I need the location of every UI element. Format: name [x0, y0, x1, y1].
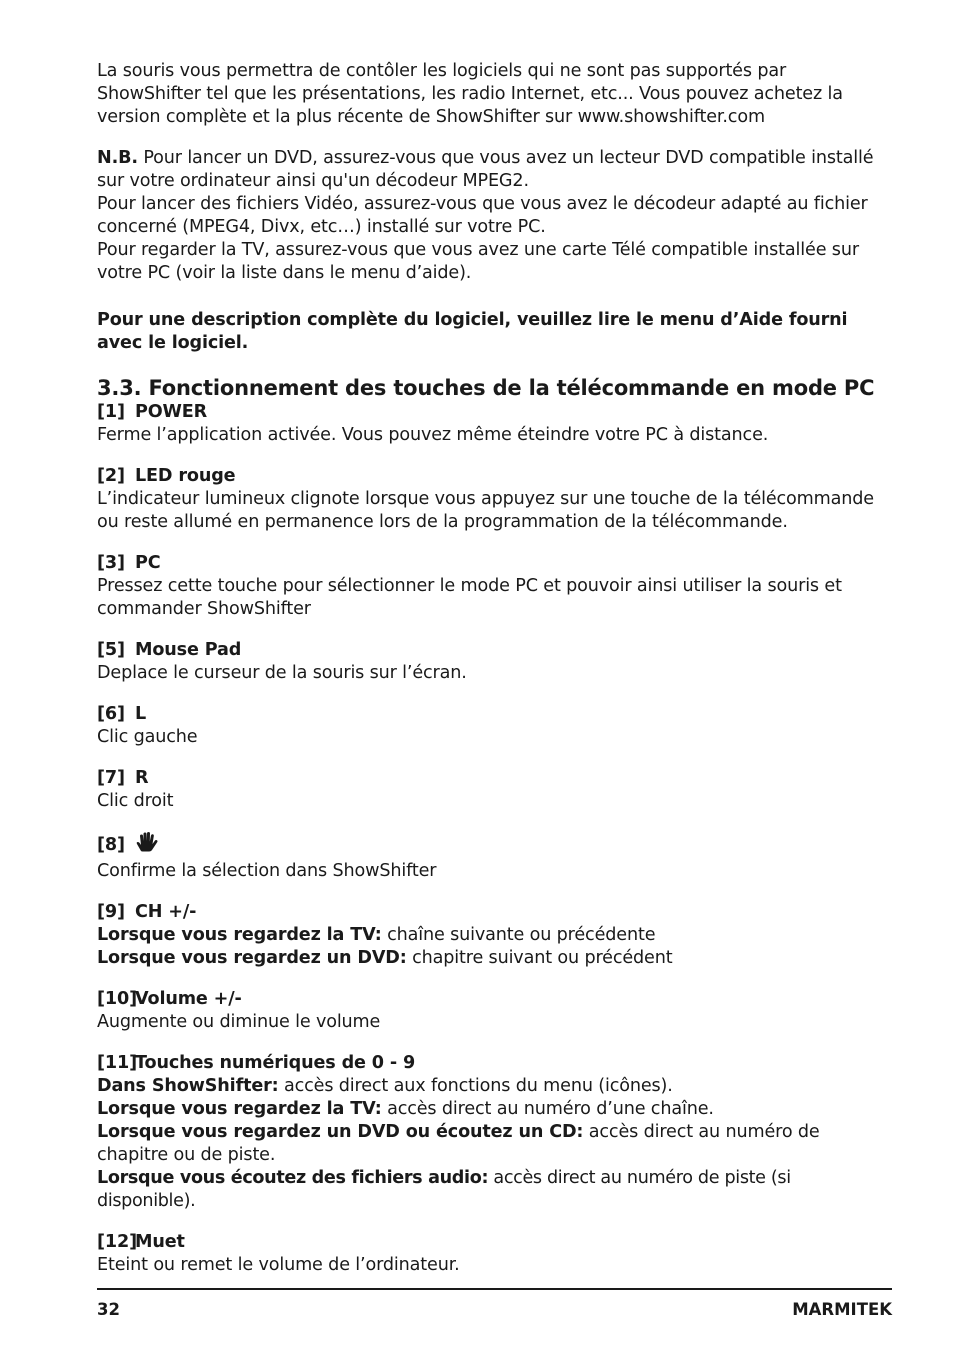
- item-name: LED rouge: [135, 466, 236, 486]
- item-line: [97, 1075, 892, 1098]
- item-line: [97, 924, 892, 947]
- item-description: L’indicateur lumineux clignote lorsque vous appuyez sur une touche de la télécommande ou reste allumé en permanence lors de la programmation de la télécommande.: [97, 489, 874, 532]
- item-l: [97, 703, 892, 749]
- item-line: [97, 1167, 892, 1213]
- item-line: [97, 1121, 892, 1167]
- line-label: Lorsque vous regardez la TV:: [97, 1099, 382, 1119]
- line-label: Lorsque vous regardez la TV:: [97, 925, 382, 945]
- item-led-rouge: [97, 465, 892, 534]
- item-power: [97, 401, 892, 447]
- item-pc: [97, 552, 892, 621]
- nb-line-video: Pour lancer des fichiers Vidéo, assurez-vous que vous avez le décodeur adapté au fichier concerné (MPEG4, Divx, etc…) installé sur votre PC.: [97, 194, 868, 237]
- item-r: [97, 767, 892, 813]
- brand-name: MARMITEK: [792, 1300, 892, 1319]
- item-line: [97, 1098, 892, 1121]
- item-description: Ferme l’application activée. Vous pouvez même éteindre votre PC à distance.: [97, 425, 769, 445]
- item-mouse-pad: [97, 639, 892, 685]
- item-numeric-keys: [97, 1052, 892, 1213]
- line-text: accès direct au numéro de piste (si disponible).: [97, 1168, 791, 1211]
- nb-label: N.B.: [97, 148, 138, 168]
- item-name: R: [135, 768, 149, 788]
- item-number: [11]: [97, 1053, 137, 1073]
- item-description: Clic droit: [97, 791, 174, 811]
- item-number: [1]: [97, 402, 125, 422]
- line-label: Lorsque vous regardez un DVD ou écoutez un CD:: [97, 1122, 584, 1142]
- item-number: [2]: [97, 466, 125, 486]
- item-description: Eteint ou remet le volume de l’ordinateur.: [97, 1255, 460, 1275]
- line-label: Lorsque vous écoutez des fichiers audio:: [97, 1168, 489, 1188]
- nb-line-tv: Pour regarder la TV, assurez-vous que vous avez une carte Télé compatible installée sur votre PC (voir la liste dans le menu d’aide).: [97, 240, 859, 283]
- item-name: PC: [135, 553, 161, 573]
- item-mute: [97, 1231, 892, 1277]
- item-number: [10]: [97, 989, 137, 1009]
- item-name: CH +/-: [135, 902, 197, 922]
- item-volume: [97, 988, 892, 1034]
- item-name: POWER: [135, 402, 208, 422]
- item-number: [8]: [97, 835, 125, 855]
- item-number: [9]: [97, 902, 125, 922]
- line-text: chapitre suivant ou précédent: [406, 948, 673, 968]
- line-text: accès direct au numéro d’une chaîne.: [381, 1099, 714, 1119]
- item-number: [6]: [97, 704, 125, 724]
- footer-divider: [97, 1288, 892, 1290]
- item-name: L: [135, 704, 147, 724]
- item-name: Volume +/-: [135, 989, 242, 1009]
- page-number: 32: [97, 1300, 120, 1319]
- item-description: Augmente ou diminue le volume: [97, 1012, 381, 1032]
- item-description: Deplace le curseur de la souris sur l’écran.: [97, 663, 467, 683]
- help-notice: Pour une description complète du logiciel, veuillez lire le menu d’Aide fourni avec le logiciel.: [97, 310, 848, 353]
- item-description: Confirme la sélection dans ShowShifter: [97, 861, 437, 881]
- intro-paragraph: La souris vous permettra de contôler les logiciels qui ne sont pas supportés par ShowShifter tel que les présentations, les radio Internet, etc... Vous pouvez achetez la version complète et la plus récente de ShowShifter sur www.showshifter.com: [97, 61, 843, 127]
- nb-text: Pour lancer un DVD, assurez-vous que vous avez un lecteur DVD compatible installé sur votre ordinateur ainsi qu'un décodeur MPEG2.: [97, 148, 874, 191]
- line-label: Lorsque vous regardez un DVD:: [97, 948, 407, 968]
- item-confirm: [97, 831, 892, 883]
- item-name: Muet: [135, 1232, 185, 1252]
- item-line: [97, 947, 892, 970]
- item-number: [7]: [97, 768, 125, 788]
- item-name: Mouse Pad: [135, 640, 242, 660]
- nb-paragraph: [97, 147, 892, 193]
- item-number: [3]: [97, 553, 125, 573]
- section-title: 3.3. Fonctionnement des touches de la télécommande en mode PC: [97, 376, 875, 400]
- line-text: chaîne suivante ou précédente: [381, 925, 656, 945]
- hand-icon: [135, 831, 159, 860]
- item-ch: [97, 901, 892, 970]
- item-number: [5]: [97, 640, 125, 660]
- item-name: Touches numériques de 0 - 9: [135, 1053, 416, 1073]
- item-number: [12]: [97, 1232, 137, 1252]
- line-text: accès direct au numéro de chapitre ou de piste.: [97, 1122, 820, 1165]
- line-label: Dans ShowShifter:: [97, 1076, 279, 1096]
- item-description: Clic gauche: [97, 727, 198, 747]
- page-content: [97, 60, 892, 1295]
- line-text: accès direct aux fonctions du menu (icônes).: [278, 1076, 673, 1096]
- item-description: Pressez cette touche pour sélectionner le mode PC et pouvoir ainsi utiliser la souris et commander ShowShifter: [97, 576, 842, 619]
